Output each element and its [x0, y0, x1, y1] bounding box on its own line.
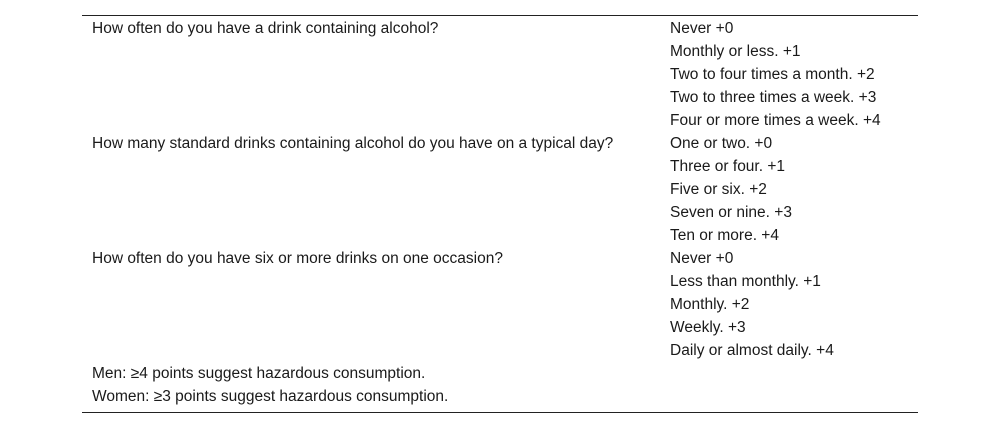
answer-1-3: Two to four times a month. +2 — [670, 66, 875, 83]
audit-c-table — [82, 15, 918, 413]
table-row — [82, 201, 918, 224]
table-row — [82, 109, 918, 132]
table-row — [82, 16, 918, 40]
table-row — [82, 339, 918, 362]
answer-3-1: Never +0 — [670, 250, 734, 267]
answer-3-4: Weekly. +3 — [670, 319, 746, 336]
table-row — [82, 40, 918, 63]
question-2: How many standard drinks containing alcohol do you have on a typical day? — [92, 135, 614, 152]
footnote-men: Men: ≥4 points suggest hazardous consumption. — [92, 365, 426, 382]
table-row — [82, 316, 918, 339]
answer-3-5: Daily or almost daily. +4 — [670, 342, 834, 359]
answer-1-2: Monthly or less. +1 — [670, 43, 801, 60]
answer-1-4: Two to three times a week. +3 — [670, 89, 877, 106]
table-row — [82, 247, 918, 270]
table-row — [82, 178, 918, 201]
table-row — [82, 224, 918, 247]
table-row — [82, 63, 918, 86]
answer-3-3: Monthly. +2 — [670, 296, 750, 313]
table-row — [82, 132, 918, 155]
footnote-women: Women: ≥3 points suggest hazardous consumption. — [92, 388, 449, 405]
scoring-table — [82, 16, 918, 412]
answer-1-5: Four or more times a week. +4 — [670, 112, 881, 129]
table-row — [82, 385, 918, 412]
question-1: How often do you have a drink containing alcohol? — [92, 20, 439, 37]
answer-2-4: Seven or nine. +3 — [670, 204, 792, 221]
table-row — [82, 362, 918, 385]
answer-2-1: One or two. +0 — [670, 135, 773, 152]
table-row — [82, 86, 918, 109]
answer-3-2: Less than monthly. +1 — [670, 273, 821, 290]
answer-1-1: Never +0 — [670, 20, 734, 37]
answer-2-2: Three or four. +1 — [670, 158, 786, 175]
question-3: How often do you have six or more drinks on one occasion? — [92, 250, 503, 267]
answer-2-5: Ten or more. +4 — [670, 227, 779, 244]
answer-2-3: Five or six. +2 — [670, 181, 767, 198]
table-row — [82, 155, 918, 178]
table-row — [82, 270, 918, 293]
table-row — [82, 293, 918, 316]
